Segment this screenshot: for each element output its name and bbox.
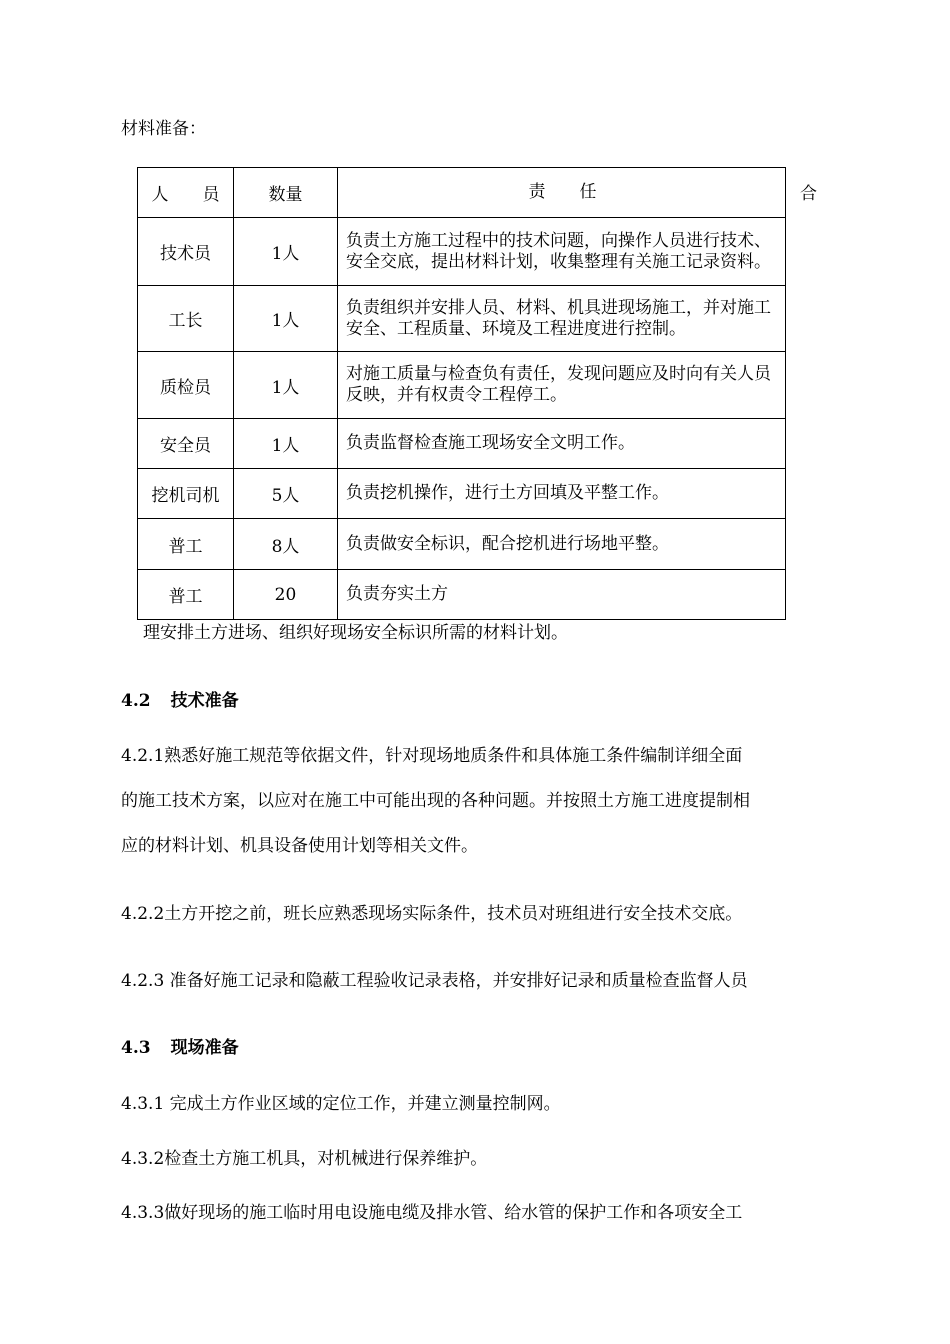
role-cell: 挖机司机	[138, 469, 234, 519]
role-cell: 工长	[138, 286, 234, 352]
role-cell: 普工	[138, 570, 234, 620]
section-4-3-heading	[121, 1037, 239, 1059]
section-4-2-heading	[121, 690, 239, 712]
materials-label: 材料准备：	[121, 119, 206, 139]
role-cell: 质检员	[138, 352, 234, 419]
count-cell: 1人	[234, 286, 338, 352]
paragraph-4-3-1: 4.3.1 完成土方作业区域的定位工作，并建立测量控制网。	[121, 1094, 561, 1114]
header-count: 数量	[234, 168, 338, 218]
paragraph-4-2-1-line3: 应的材料计划、机具设备使用计划等相关文件。	[121, 836, 478, 856]
staff-table	[137, 167, 786, 620]
section-title: 现场准备	[170, 1038, 239, 1058]
duty-cell: 对施工质量与检查负有责任，发现问题应及时向有关人员反映，并有权责令工程停工。	[338, 352, 786, 419]
duty-cell: 负责挖机操作，进行土方回填及平整工作。	[338, 469, 786, 519]
count-cell: 5人	[234, 469, 338, 519]
paragraph-4-2-1-line2: 的施工技术方案，以应对在施工中可能出现的各种问题。并按照土方施工进度提制相	[121, 791, 750, 811]
table-row	[138, 519, 786, 570]
paragraph-4-2-2: 4.2.2土方开挖之前，班长应熟悉现场实际条件，技术员对班组进行安全技术交底。	[121, 904, 743, 924]
section-number: 4.3	[121, 1038, 151, 1058]
duty-cell: 负责做安全标识，配合挖机进行场地平整。	[338, 519, 786, 570]
duty-cell: 负责土方施工过程中的技术问题，向操作人员进行技术、安全交底，提出材料计划，收集整理有关施工记录资料。	[338, 218, 786, 286]
paragraph-4-2-3: 4.2.3 准备好施工记录和隐蔽工程验收记录表格，并安排好记录和质量检查监督人员	[121, 971, 748, 991]
role-cell: 安全员	[138, 419, 234, 469]
stray-char: 合	[800, 184, 817, 204]
duty-cell: 负责监督检查施工现场安全文明工作。	[338, 419, 786, 469]
count-cell: 1人	[234, 352, 338, 419]
header-personnel: 人 员	[138, 168, 234, 218]
table-row	[138, 570, 786, 620]
table-row	[138, 419, 786, 469]
role-cell: 技术员	[138, 218, 234, 286]
count-cell: 1人	[234, 218, 338, 286]
header-duty: 责 任	[338, 168, 786, 218]
count-cell: 8人	[234, 519, 338, 570]
table-row	[138, 218, 786, 286]
duty-cell: 负责组织并安排人员、材料、机具进现场施工，并对施工安全、工程质量、环境及工程进度进行控制。	[338, 286, 786, 352]
after-table-text: 理安排土方进场、组织好现场安全标识所需的材料计划。	[143, 623, 568, 643]
paragraph-4-2-1-line1: 4.2.1熟悉好施工规范等依据文件，针对现场地质条件和具体施工条件编制详细全面	[121, 746, 743, 766]
table-header-row	[138, 168, 786, 218]
duty-cell: 负责夯实土方	[338, 570, 786, 620]
count-cell: 20	[234, 570, 338, 620]
table-row	[138, 469, 786, 519]
paragraph-4-3-3: 4.3.3做好现场的施工临时用电设施电缆及排水管、给水管的保护工作和各项安全工	[121, 1203, 743, 1223]
section-number: 4.2	[121, 691, 151, 711]
section-title: 技术准备	[170, 691, 239, 711]
count-cell: 1人	[234, 419, 338, 469]
paragraph-4-3-2: 4.3.2检查土方施工机具，对机械进行保养维护。	[121, 1149, 488, 1169]
table-row	[138, 352, 786, 419]
role-cell: 普工	[138, 519, 234, 570]
table-row	[138, 286, 786, 352]
